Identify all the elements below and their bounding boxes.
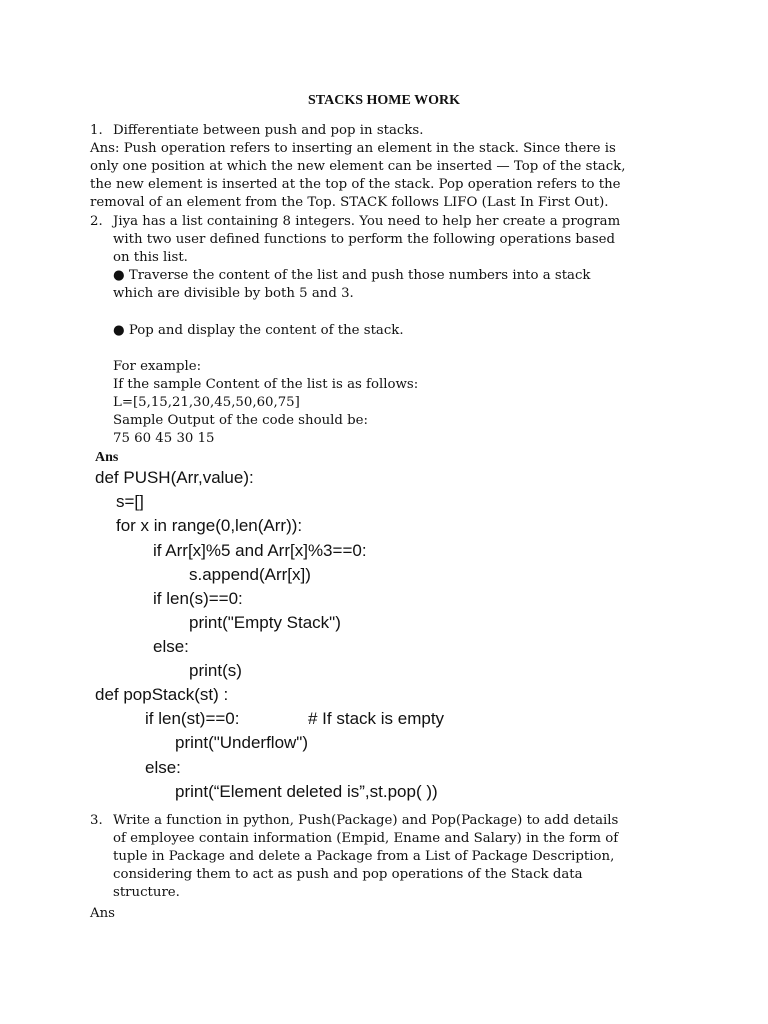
q2-bullet-1-line: which are divisible by both 5 and 3. (113, 286, 354, 302)
q1-answer (90, 140, 625, 212)
q2-question-line: with two user defined functions to perform the following operations based (113, 232, 616, 248)
code-line: else: (153, 637, 189, 656)
q2-example-line: 75 60 45 30 15 (113, 431, 215, 447)
code-line: s.append(Arr[x]) (189, 565, 311, 584)
q2-bullet-2: ● Pop and display the content of the stack. (113, 323, 404, 338)
code-line: print(s) (189, 661, 242, 680)
code-comment: # If stack is empty (308, 709, 445, 728)
code-line: if len(st)==0: (145, 709, 240, 728)
code-line: if len(s)==0: (153, 589, 243, 608)
q2-question-line: Jiya has a list containing 8 integers. You need to help her create a program (113, 214, 621, 229)
q1-question: Differentiate between push and pop in stacks. (113, 123, 424, 138)
q3-question-line: of employee contain information (Empid, Ename and Salary) in the form of (113, 831, 619, 847)
code-line: s=[] (116, 492, 144, 511)
q1-answer-line: removal of an element from the Top. STACK follows LIFO (Last In First Out). (90, 195, 609, 211)
q3-number: 3. (90, 813, 103, 828)
q2-example-line: For example: (113, 359, 202, 374)
code-line: def popStack(st) : (95, 685, 229, 704)
code-line: print("Underflow") (175, 733, 308, 752)
q3-ans-label: Ans (90, 906, 115, 921)
q1-answer-line: the new element is inserted at the top of the stack. Pop operation refers to the (90, 177, 621, 193)
q2-example (113, 358, 418, 448)
q2-example-line: If the sample Content of the list is as follows: (113, 377, 419, 393)
page-title: STACKS HOME WORK (308, 93, 460, 108)
q2-question (113, 213, 620, 267)
code-line: for x in range(0,len(Arr)): (116, 516, 303, 535)
q2-example-line: L=[5,15,21,30,45,50,60,75] (113, 395, 300, 411)
q2-question-line: on this list. (113, 250, 188, 266)
q1-number: 1. (90, 123, 103, 138)
q2-ans-label: Ans (95, 450, 119, 465)
q3-question-line: considering them to act as push and pop operations of the Stack data (113, 867, 583, 883)
q3-question-line: structure. (113, 885, 180, 901)
q2-bullet-1-line: ● Traverse the content of the list and push those numbers into a stack (113, 268, 591, 283)
q2-number: 2. (90, 214, 103, 229)
q3-question-line: Write a function in python, Push(Package) and Pop(Package) to add details (113, 813, 619, 828)
code-line: def PUSH(Arr,value): (95, 468, 254, 487)
code-line: print("Empty Stack") (189, 613, 341, 632)
q3-question (113, 812, 618, 902)
q2-bullet-1 (113, 267, 590, 303)
q2-example-line: Sample Output of the code should be: (113, 413, 368, 429)
code-line: print(“Element deleted is”,st.pop( )) (175, 782, 438, 801)
q1-answer-line: Ans: Push operation refers to inserting an element in the stack. Since there is (90, 141, 616, 156)
q1-answer-line: only one position at which the new element can be inserted — Top of the stack, (90, 159, 626, 175)
code-line: if Arr[x]%5 and Arr[x]%3==0: (153, 541, 367, 560)
q3-question-line: tuple in Package and delete a Package from a List of Package Description, (113, 849, 615, 865)
code-line: else: (145, 758, 181, 777)
